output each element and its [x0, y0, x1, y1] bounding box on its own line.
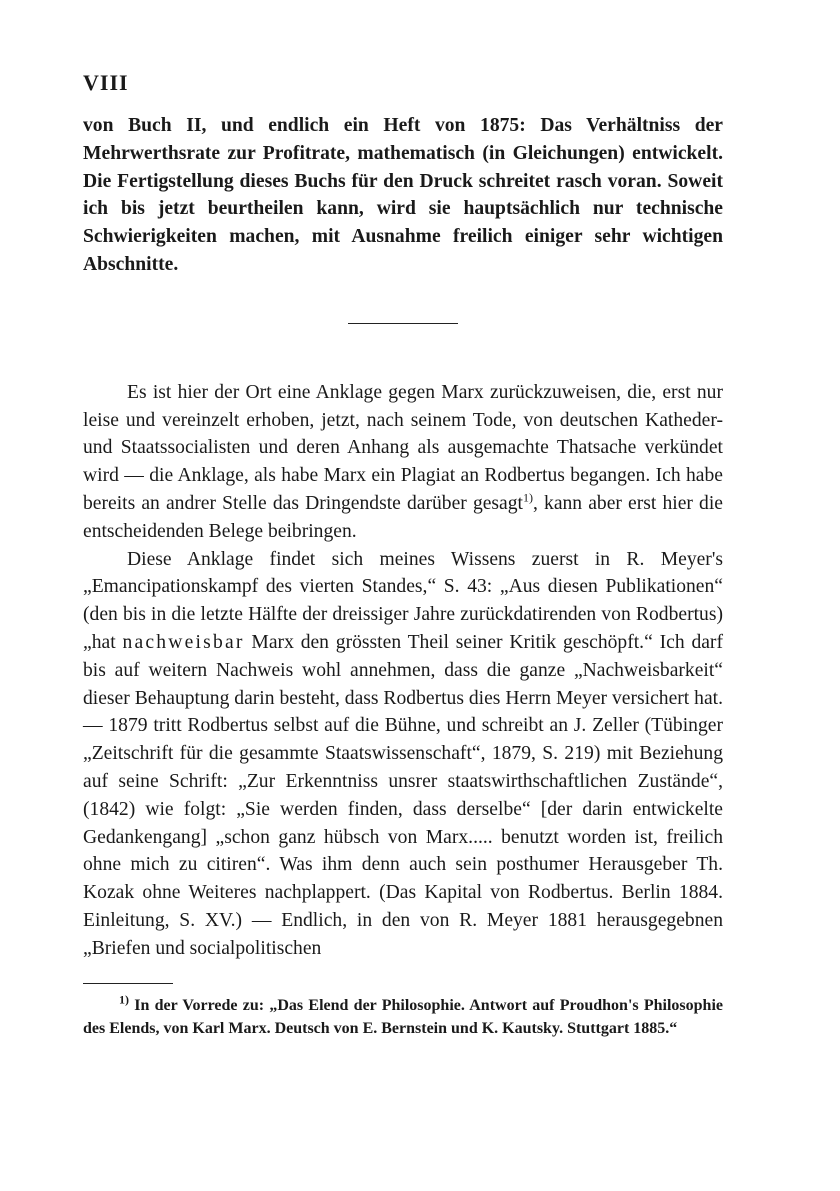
- section-divider: [348, 323, 458, 324]
- intro-paragraph: von Buch II, und endlich ein Heft von 1875: Das Verhältniss der Mehrwerthsrate zur Profitrate, mathematisch (in Gleichungen) entwickelt. Die Fertigstellung dieses Buchs für den Druck schreitet rasch voran. Soweit ich bis jetzt beurtheilen kann, wird sie hauptsächlich nur technische Schwierigkeiten machen, mit Ausnahme freilich einiger sehr wichtigen Abschnitte.: [83, 115, 723, 275]
- footnote-rule: [83, 983, 173, 984]
- footnote: [83, 994, 723, 1040]
- paragraph-2: [83, 546, 723, 963]
- paragraph-1-text-a: Es ist hier der Ort eine Anklage gegen Marx zurückzuweisen, die, erst nur leise und vereinzelt erhoben, jetzt, nach seinem Tode, von deutschen Katheder- und Staatssocialisten und deren Anhang als ausgemachte Thatsache verkündet wird — die Anklage, als habe Marx ein Plagiat an Rodbertus begangen. Ich habe bereits an andrer Stelle das Dringendste darüber gesagt: [83, 381, 723, 514]
- emphasized-word: nachweisbar: [122, 631, 245, 653]
- paragraph-2-text-a: Diese Anklage findet sich meines Wissens zuerst in R. Meyer's „Emancipationskampf des vierten Standes,“ S. 43: „Aus diesen Publikationen“ (den bis in die letzte Hälfte der dreissiger Jahre zurückdatirenden von Rodbertus) „hat: [83, 548, 723, 653]
- footnote-reference: 1): [523, 490, 533, 505]
- paragraph-1-text-b: , kann aber erst hier die entscheidenden Belege beibringen.: [83, 492, 723, 542]
- page: [83, 68, 723, 1040]
- paragraph-1: [83, 379, 723, 546]
- footnote-text: In der Vorrede zu: „Das Elend der Philosophie. Antwort auf Proudhon's Philosophie des Elends, von Karl Marx. Deutsch von E. Bernstein und K. Kautsky. Stuttgart 1885.“: [83, 996, 724, 1037]
- footnote-mark: 1): [119, 992, 129, 1007]
- paragraph-2-text-b: Marx den grössten Theil seiner Kritik geschöpft.“ Ich darf bis auf weitern Nachweis wohl annehmen, dass die ganze „Nachweisbarkeit“ dieser Behauptung darin besteht, dass Rodbertus dies Herrn Meyer versichert hat. — 1879 tritt Rodbertus selbst auf die Bühne, und schreibt an J. Zeller (Tübinger „Zeitschrift für die gesammte Staatswissenschaft“, 1879, S. 219) mit Beziehung auf seine Schrift: „Zur Erkenntniss unsrer staatswirthschaftlichen Zustände“, (1842) wie folgt: „Sie werden finden, dass derselbe“ [der darin entwickelte Gedankengang] „schon ganz hübsch von Marx..... benutzt worden ist, freilich ohne mich zu citiren“. Was ihm denn auch sein posthumer Herausgeber Th. Kozak ohne Weiteres nachplappert. (Das Kapital von Rodbertus. Berlin 1884. Einleitung, S. XV.) — Endlich, in den von R. Meyer 1881 herausgegebnen „Briefen und socialpolitischen: [83, 631, 723, 959]
- page-number: VIII: [83, 70, 129, 95]
